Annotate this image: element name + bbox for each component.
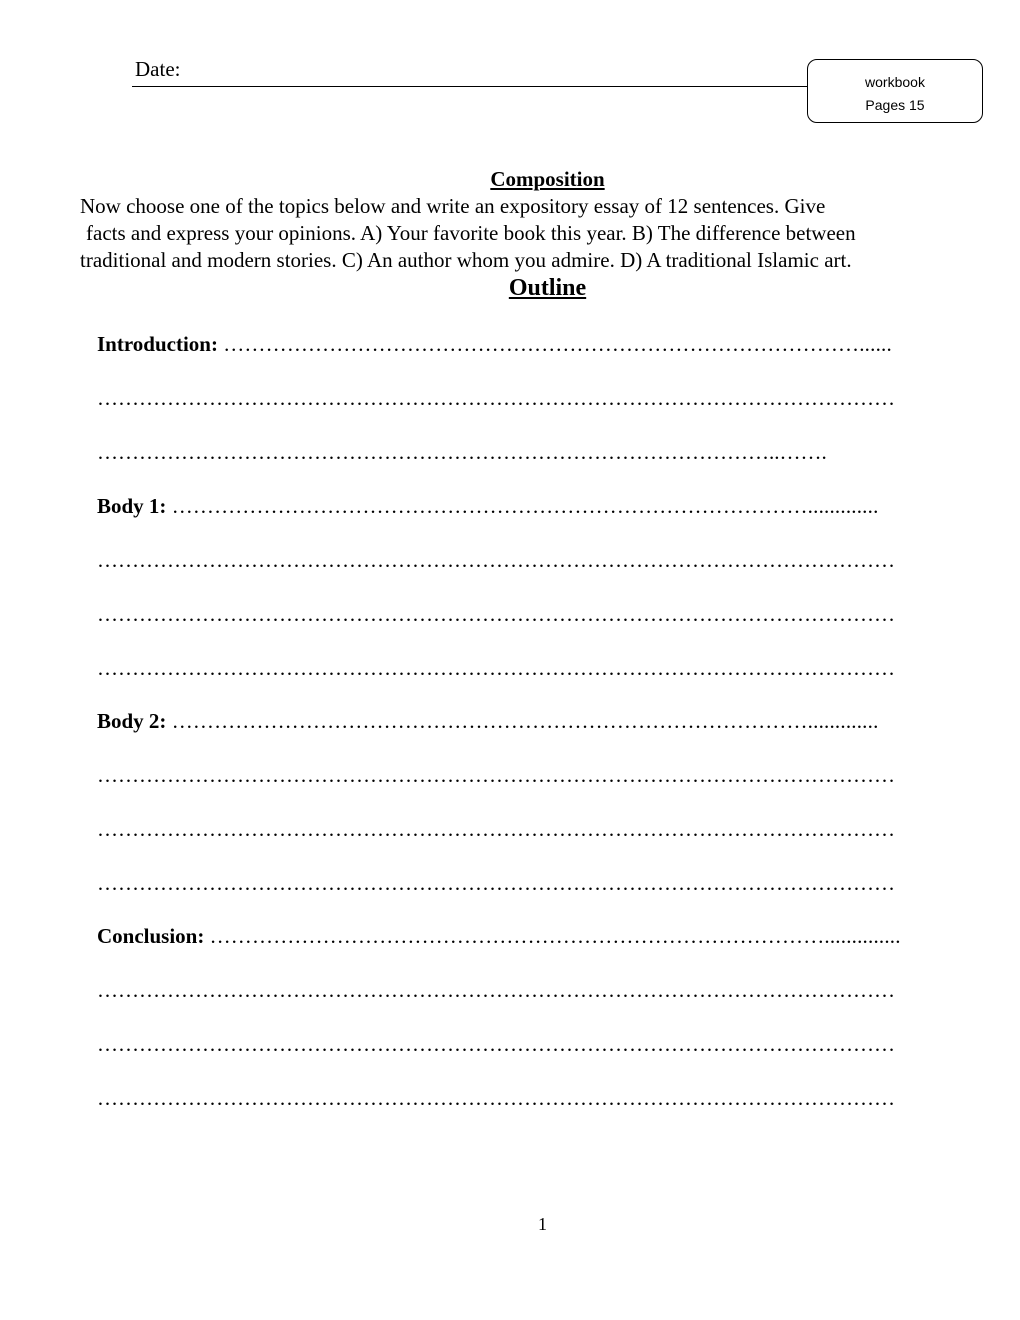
writing-dots: ………………………………………………………………………………...... bbox=[223, 332, 892, 356]
section-label: Body 1: bbox=[97, 494, 167, 518]
outline-title: Outline bbox=[508, 275, 587, 301]
writing-line[interactable]: …………………………………………………………………………………………………… bbox=[97, 602, 895, 626]
writing-line[interactable]: …………………………………………………………………………………………………… bbox=[97, 871, 895, 895]
page-number: 1 bbox=[538, 1214, 547, 1234]
date-line[interactable] bbox=[132, 86, 808, 87]
writing-line[interactable]: …………………………………………………………………………………………………… bbox=[97, 1032, 895, 1056]
writing-line[interactable] bbox=[97, 494, 927, 548]
section-body-2 bbox=[97, 709, 927, 925]
section-label: Introduction: bbox=[97, 332, 218, 356]
writing-line[interactable]: …………………………………………………………………………………………………… bbox=[97, 1086, 895, 1110]
writing-line[interactable]: …………………………………………………………………………………………………… bbox=[97, 386, 895, 410]
section-introduction bbox=[97, 332, 927, 494]
writing-line[interactable]: …………………………………………………………………………………………………… bbox=[97, 978, 895, 1002]
workbook-pages-box bbox=[807, 59, 983, 123]
writing-line[interactable] bbox=[97, 709, 927, 763]
writing-line[interactable]: …………………………………………………………………………………………………… bbox=[97, 656, 895, 680]
page-title: Composition bbox=[490, 167, 605, 191]
instructions-line: traditional and modern stories. C) An author whom you admire. D) A traditional Islamic art. bbox=[80, 248, 852, 272]
writing-line[interactable] bbox=[97, 332, 927, 386]
writing-line[interactable]: ……………………………………………………………………………………..……. bbox=[97, 440, 827, 464]
writing-line[interactable]: …………………………………………………………………………………………………… bbox=[97, 817, 895, 841]
writing-dots: ………………………………………………………………………………............. bbox=[171, 494, 879, 518]
writing-line[interactable] bbox=[97, 924, 927, 978]
instructions bbox=[80, 193, 960, 274]
writing-line[interactable]: …………………………………………………………………………………………………… bbox=[97, 548, 895, 572]
workbook-label: workbook bbox=[865, 74, 925, 90]
section-body-1 bbox=[97, 494, 927, 710]
writing-line[interactable]: …………………………………………………………………………………………………… bbox=[97, 763, 895, 787]
instructions-line: Now choose one of the topics below and write an expository essay of 12 sentences. Give bbox=[80, 194, 826, 218]
writing-dots: …………………………………………………………………………….............. bbox=[209, 924, 901, 948]
workbook-pages: Pages 15 bbox=[865, 97, 925, 113]
date-label: Date: bbox=[135, 57, 181, 81]
section-label: Conclusion: bbox=[97, 924, 205, 948]
section-label: Body 2: bbox=[97, 709, 167, 733]
instructions-line: facts and express your opinions. A) Your favorite book this year. B) The difference between bbox=[86, 221, 856, 245]
section-conclusion bbox=[97, 924, 927, 1140]
writing-dots: ………………………………………………………………………………............. bbox=[171, 709, 879, 733]
